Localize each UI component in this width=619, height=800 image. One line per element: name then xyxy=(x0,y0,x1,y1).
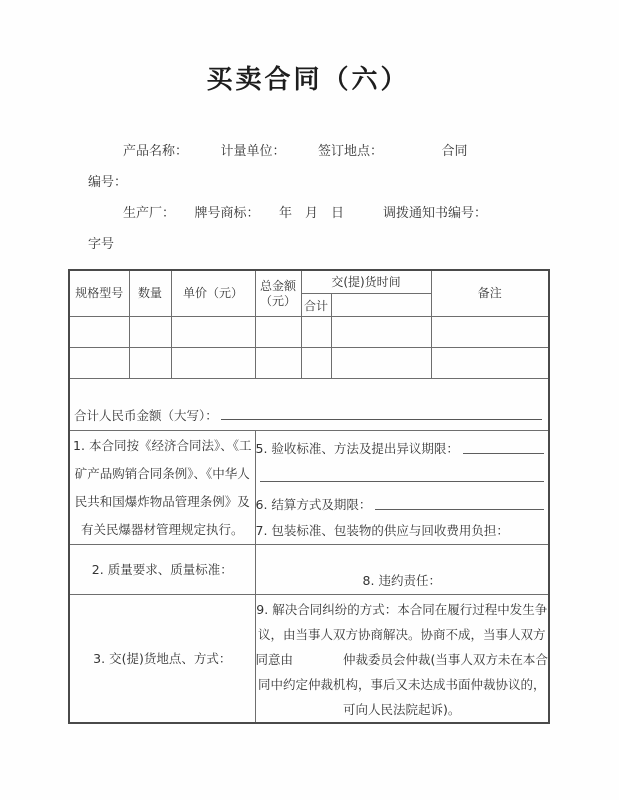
clause-2-text: 2. 质量要求、质量标准： xyxy=(91,561,233,577)
clause-row-a xyxy=(69,431,549,545)
sum-amount-cell xyxy=(69,379,549,431)
clause-3-text: 3. 交(提)货地点、方式： xyxy=(93,651,232,666)
clause-1-text: 1. 本合同按《经济合同法》、《工矿产品购销合同条例》、《中华人民共和国爆炸物品管理条例》及有关民爆器材管理规定执行。 xyxy=(73,437,252,537)
clause-9-cell xyxy=(255,595,549,724)
clause-6-blank-line xyxy=(375,499,544,510)
quantity-header: 数量 xyxy=(129,270,171,317)
clause-2-cell xyxy=(69,545,255,595)
document-content xyxy=(68,0,548,724)
total-amount-header: 总金额（元） xyxy=(255,270,301,317)
clause-row-c xyxy=(69,595,549,724)
remarks-header: 备注 xyxy=(431,270,549,317)
sum-amount-label: 合计人民币金额（大写）： xyxy=(74,408,218,423)
goods-empty-row xyxy=(69,317,549,348)
spec-header: 规格型号 xyxy=(69,270,129,317)
delivery-subtotal-header: 合计 xyxy=(301,294,331,317)
delivery-time-blank-header xyxy=(331,294,431,317)
clause-5-blank-line xyxy=(463,443,544,454)
clause-7-line xyxy=(256,516,549,544)
clauses-5-6-7-cell xyxy=(255,431,549,545)
clause-5-text: 5. 验收标准、方法及提出异议期限： xyxy=(255,440,459,456)
header-line-contract-number: 编号： xyxy=(88,175,128,190)
goods-cell xyxy=(431,317,549,348)
clause-7-text: 7. 包装标准、包装物的供应与回收费用负担： xyxy=(255,522,509,538)
clause-row-b xyxy=(69,545,549,595)
header-line-product-unit-place: 产品名称： 计量单位： 签订地点： 合同 xyxy=(123,144,468,159)
clause-5-line xyxy=(256,432,549,460)
clause-8-text: 8. 违约责任： xyxy=(362,573,441,588)
goods-empty-row xyxy=(69,348,549,379)
goods-cell xyxy=(129,317,171,348)
goods-cell xyxy=(255,348,301,379)
contract-header-fields xyxy=(88,136,548,260)
clause-5-extra-blank-line xyxy=(260,460,545,482)
goods-cell xyxy=(431,348,549,379)
header-line-serial: 字号 xyxy=(88,237,115,252)
goods-cell xyxy=(129,348,171,379)
delivery-time-header: 交(提)货时间 xyxy=(301,270,431,294)
sum-amount-blank-line xyxy=(221,407,542,420)
header-line-factory-brand-date: 生产厂： 牌号商标： 年 月 日 调拨通知书编号： xyxy=(123,206,488,221)
goods-table xyxy=(68,269,550,724)
sum-amount-row xyxy=(69,379,549,431)
goods-cell xyxy=(301,317,331,348)
clause-6-text: 6. 结算方式及期限： xyxy=(255,496,372,512)
clause-8-cell xyxy=(255,545,549,595)
clause-1-cell xyxy=(69,431,255,545)
clause-3-cell xyxy=(69,595,255,724)
unit-price-header: 单价（元） xyxy=(171,270,255,317)
goods-cell xyxy=(171,317,255,348)
goods-cell xyxy=(331,317,431,348)
goods-cell xyxy=(331,348,431,379)
goods-cell xyxy=(69,348,129,379)
goods-table-header-row-1 xyxy=(69,270,549,294)
goods-cell xyxy=(171,348,255,379)
goods-cell xyxy=(69,317,129,348)
goods-cell xyxy=(255,317,301,348)
clause-9-text: 9. 解决合同纠纷的方式：本合同在履行过程中发生争议，由当事人双方协商解决。协商不成，当事人双方同意由 仲裁委员会仲裁(当事人双方未在本合同中约定仲裁机构，事后又未达成书面仲裁协议的，可向人民法院起诉)。 xyxy=(255,602,548,717)
page-title: 买卖合同（六） xyxy=(206,65,410,95)
clause-6-line xyxy=(256,488,549,516)
goods-cell xyxy=(301,348,331,379)
